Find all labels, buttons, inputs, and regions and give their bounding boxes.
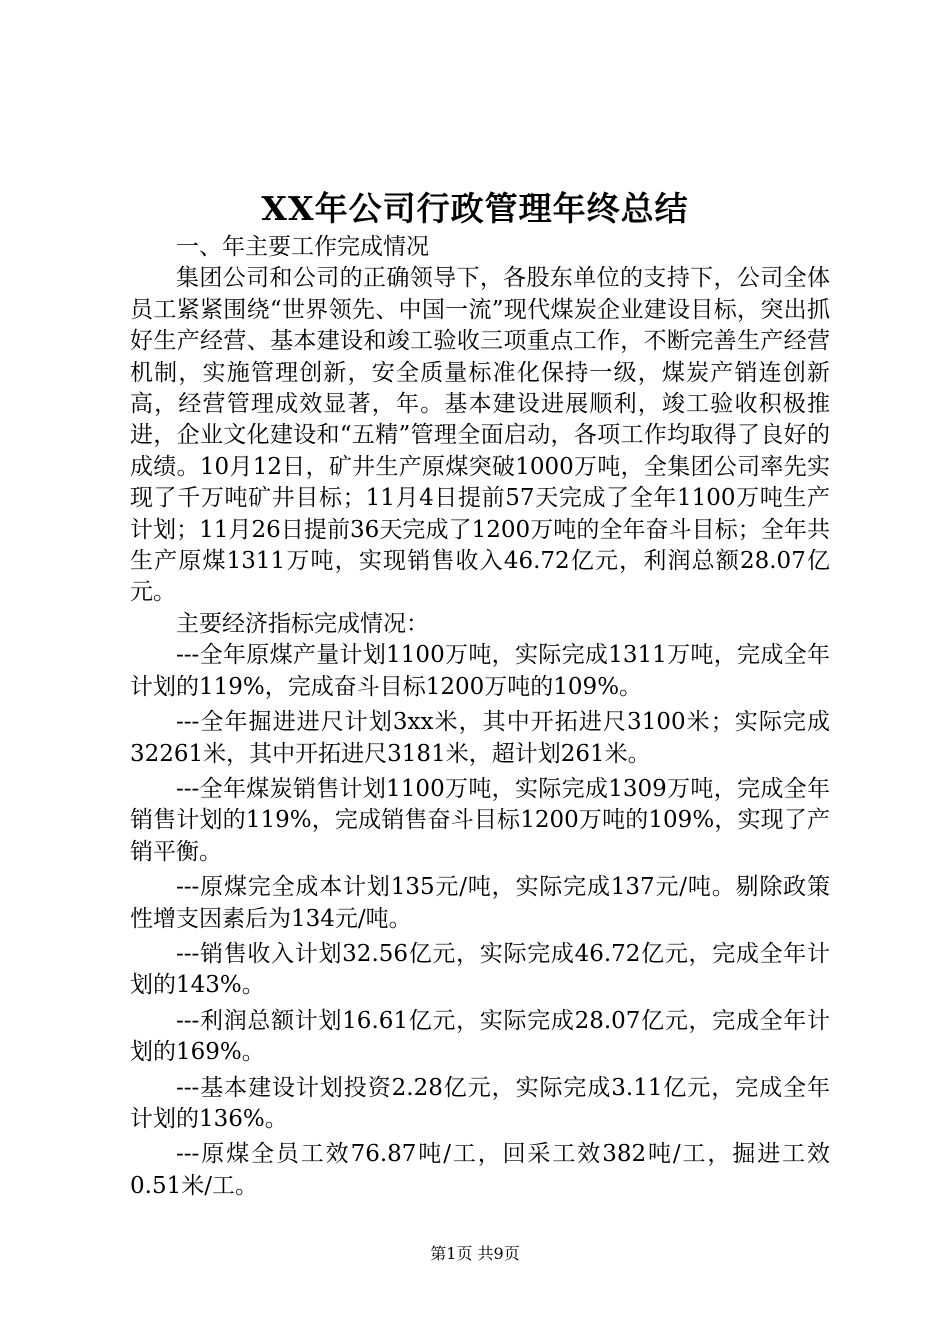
document-body bbox=[130, 232, 830, 1202]
paragraph-summary: 集团公司和公司的正确领导下，各股东单位的支持下，公司全体员工紧紧围绕“世界领先、中国一流”现代煤炭企业建设目标，突出抓好生产经营、基本建设和竣工验收三项重点工作，不断完善生产经营机制，实施管理创新，安全质量标准化保持一级，煤炭产销连创新高，经营管理成效显著，年。基本建设进展顺利，竣工验收积极推进，企业文化建设和“五精”管理全面启动，各项工作均取得了良好的成绩。10月12日，矿井生产原煤突破1000万吨，全集团公司率先实现了千万吨矿井目标；11月4日提前57天完成了全年1100万吨生产计划；11月26日提前36天完成了1200万吨的全年奋斗目标；全年共生产原煤1311万吨，实现销售收入46.72亿元，利润总额28.07亿元。 bbox=[130, 265, 830, 606]
section-heading: 一、年主要工作完成情况 bbox=[176, 234, 429, 260]
indicator-item: ---原煤全员工效76.87吨/工，回采工效382吨/工，掘进工效0.51米/工。 bbox=[130, 1141, 830, 1199]
document-title: XX年公司行政管理年终总结 bbox=[261, 189, 689, 228]
indicator-item: ---全年煤炭销售计划1100万吨，实际完成1309万吨，完成全年销售计划的119%，完成销售奋斗目标1200万吨的109%，实现了产销平衡。 bbox=[130, 775, 830, 865]
page-footer: 第1页 共9页 bbox=[430, 1244, 520, 1263]
indicator-item: ---销售收入计划32.56亿元，实际完成46.72亿元，完成全年计划的143%。 bbox=[130, 940, 830, 999]
indicator-item: ---原煤完全成本计划135元/吨，实际完成137元/吨。剔除政策性增支因素后为134元/吨。 bbox=[130, 874, 830, 932]
indicator-item: ---全年掘进进尺计划3xx米，其中开拓进尺3100米；实际完成32261米，其中开拓进尺3181米，超计划261米。 bbox=[130, 709, 830, 767]
indicator-item: ---基本建设计划投资2.28亿元，实际完成3.11亿元，完成全年计划的136%。 bbox=[130, 1074, 830, 1132]
indicator-item: ---利润总额计划16.61亿元，实际完成28.07亿元，完成全年计划的169%。 bbox=[130, 1007, 830, 1066]
paragraph-indicators-heading: 主要经济指标完成情况： bbox=[176, 610, 429, 637]
indicator-item: ---全年原煤产量计划1100万吨，实际完成1311万吨，完成全年计划的119%，完成奋斗目标1200万吨的109%。 bbox=[130, 642, 830, 700]
